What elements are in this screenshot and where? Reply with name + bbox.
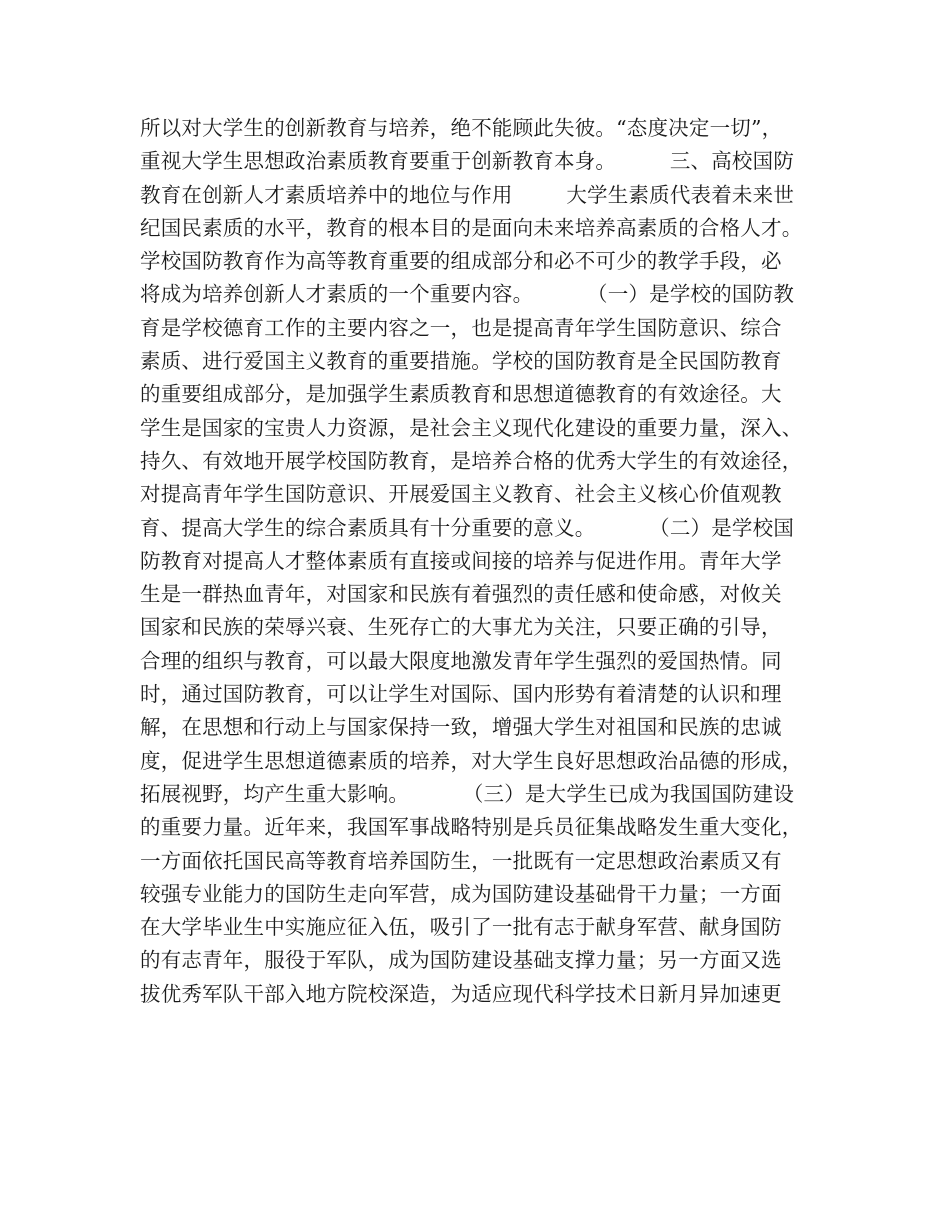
text-line: 国家和民族的荣辱兴衰、生死存亡的大事尤为关注，只要正确的引导， <box>140 615 782 640</box>
text-line: 学校国防教育作为高等教育重要的组成部分和必不可少的教学手段，必 <box>140 249 782 274</box>
text-line: 生是一群热血青年，对国家和民族有着强烈的责任感和使命感，对攸关 <box>140 582 782 607</box>
text-line: 时，通过国防教育，可以让学生对国际、国内形势有着清楚的认识和理 <box>140 682 782 707</box>
body-text <box>140 112 830 1011</box>
text-line: 合理的组织与教育，可以最大限度地激发青年学生强烈的爱国热情。同 <box>140 648 782 673</box>
text-line: 重视大学生思想政治素质教育要重于创新教育本身。 三、高校国防 <box>140 149 795 174</box>
text-line: 素质、进行爱国主义教育的重要措施。学校的国防教育是全民国防教育 <box>140 349 782 374</box>
text-line: 一方面依托国民高等教育培养国防生，一批既有一定思想政治素质又有 <box>140 848 782 873</box>
text-line: 解，在思想和行动上与国家保持一致，增强大学生对祖国和民族的忠诚 <box>140 715 782 740</box>
text-line: 育、提高大学生的综合素质具有十分重要的意义。 （二）是学校国 <box>140 515 795 540</box>
text-line: 教育在创新人才素质培养中的地位与作用 大学生素质代表着未来世 <box>140 182 795 207</box>
text-line: 所以对大学生的创新教育与培养，绝不能顾此失彼。“态度决定一切”， <box>140 116 783 140</box>
text-line: 较强专业能力的国防生走向军营，成为国防建设基础骨干力量；一方面 <box>140 881 782 906</box>
text-line: 将成为培养创新人才素质的一个重要内容。 （一）是学校的国防教 <box>140 282 795 307</box>
text-line: 持久、有效地开展学校国防教育，是培养合格的优秀大学生的有效途径， <box>140 448 803 473</box>
text-line: 拓展视野，均产生重大影响。 （三）是大学生已成为我国国防建设 <box>140 781 795 806</box>
text-line: 拔优秀军队干部入地方院校深造，为适应现代科学技术日新月异加速更 <box>140 981 782 1006</box>
text-line: 育是学校德育工作的主要内容之一，也是提高青年学生国防意识、综合 <box>140 315 782 340</box>
text-line: 度，促进学生思想道德素质的培养，对大学生良好思想政治品德的形成， <box>140 748 803 773</box>
text-line: 在大学毕业生中实施应征入伍，吸引了一批有志于献身军营、献身国防 <box>140 915 782 940</box>
text-line: 的重要组成部分，是加强学生素质教育和思想道德教育的有效途径。大 <box>140 382 782 407</box>
text-line: 防教育对提高人才整体素质有直接或间接的培养与促进作用。青年大学 <box>140 548 782 573</box>
text-line: 纪国民素质的水平，教育的根本目的是面向未来培养高素质的合格人才。 <box>140 215 803 240</box>
text-line: 学生是国家的宝贵人力资源，是社会主义现代化建设的重要力量，深入、 <box>140 415 803 440</box>
text-line: 对提高青年学生国防意识、开展爱国主义教育、社会主义核心价值观教 <box>140 482 782 507</box>
text-line: 的有志青年，服役于军队，成为国防建设基础支撑力量；另一方面又选 <box>140 948 782 973</box>
text-line: 的重要力量。近年来，我国军事战略特别是兵员征集战略发生重大变化， <box>140 815 803 840</box>
